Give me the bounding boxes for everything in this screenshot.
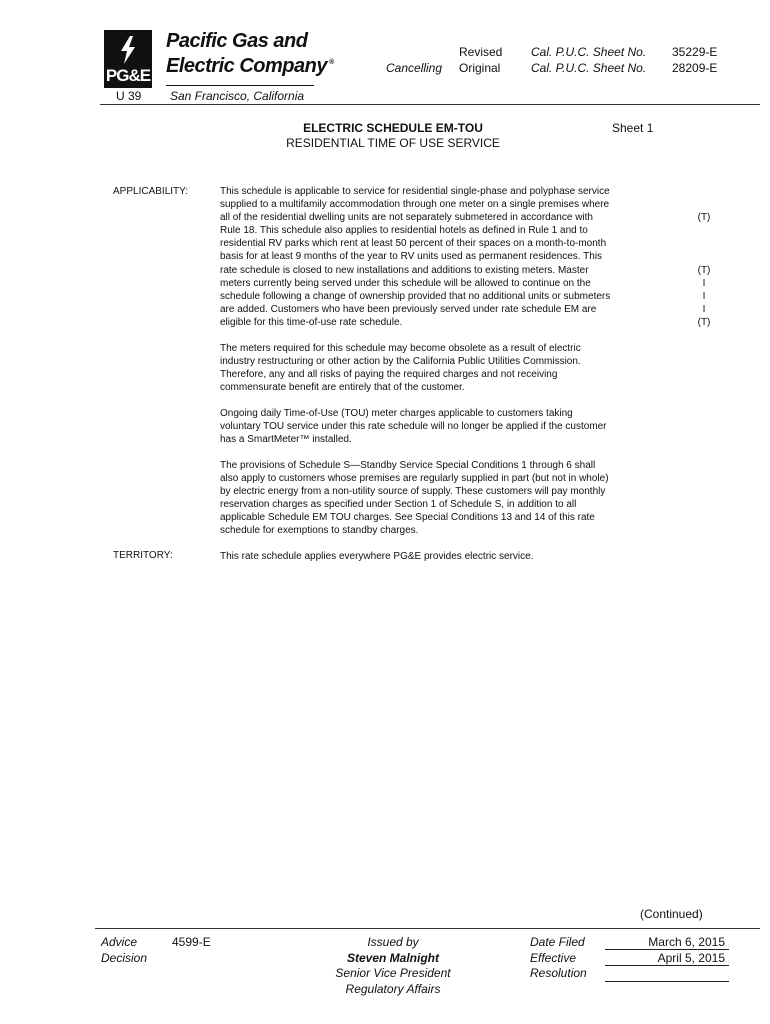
paragraph-line: also apply to customers whose premises are regularly supplied in part (but not in whole) — [220, 473, 609, 485]
sheet-label-1: Cal. P.U.C. Sheet No. — [531, 45, 647, 59]
revision-mark: I — [702, 277, 706, 289]
date-filed-value: March 6, 2015 — [648, 935, 725, 949]
cancelling-label: Cancelling — [386, 61, 443, 75]
logo-mark-text: PG&E — [105, 66, 151, 85]
issuer-name: Steven Malnight — [346, 950, 439, 965]
paragraph-line: meters currently being served under this schedule will be allowed to continue on the — [220, 277, 591, 289]
logo-underline — [166, 85, 314, 86]
company-name-line2: Electric Company — [166, 55, 327, 77]
paragraph-line: voluntary TOU service under this rate schedule will no longer be applied if the customer — [220, 421, 607, 433]
paragraph-line: Rule 18. This schedule also applies to residential hotels as defined in Rule 1 and to — [220, 225, 588, 237]
revision-mark: (T) — [697, 212, 711, 224]
paragraph-line: residential RV parks which rent at least 50 percent of their spaces on a month-to-month — [220, 238, 607, 250]
utility-id: U 39 — [116, 89, 142, 103]
applicability-label: APPLICABILITY: — [113, 186, 189, 197]
paragraph-line: all of the residential dwelling units are not separately submetered in accordance with — [220, 212, 593, 224]
revision-mark — [696, 198, 712, 211]
advice-number: 4599-E — [172, 935, 211, 949]
paragraph-line: Ongoing daily Time-of-Use (TOU) meter charges applicable to customers taking — [220, 408, 573, 419]
tou-meter-charges-paragraph — [220, 407, 665, 446]
paragraph-line: supplied to a multifamily accommodation through one meter on a single premises where — [220, 199, 610, 211]
revision-mark: I — [702, 303, 706, 315]
company-name — [166, 30, 334, 77]
resolution-label: Resolution — [530, 966, 587, 980]
paragraph-line: reservation charges as specified under Section 1 of Schedule S, in addition to all — [220, 499, 577, 511]
pge-logo-mark — [104, 30, 152, 88]
original-label: Original — [459, 61, 501, 75]
paragraph-line: Therefore, any and all risks of paying the required charges and not receiving — [220, 369, 558, 381]
issued-by-label: Issued by — [367, 935, 419, 949]
standby-service-paragraph — [220, 459, 665, 538]
decision-label: Decision — [101, 951, 148, 965]
issuer-title: Senior Vice President — [335, 966, 451, 980]
revision-mark: (T) — [697, 264, 711, 276]
title-block — [230, 121, 556, 151]
paragraph-line: This schedule is applicable to service for residential single-phase and polyphase service — [220, 186, 610, 197]
date-filed-label: Date Filed — [530, 935, 585, 949]
issuer-block — [318, 935, 468, 997]
effective-label: Effective — [530, 951, 577, 965]
territory-text: This rate schedule applies everywhere PG&E provides electric service. — [220, 551, 534, 562]
paragraph-line: has a SmartMeter™ installed. — [220, 434, 352, 446]
header-rule — [100, 104, 760, 105]
revision-mark — [696, 224, 712, 237]
paragraph-line: basis for at least 9 months of the year to RV units used as permanent residences. This — [220, 251, 603, 263]
date-filed-underline — [605, 949, 729, 950]
sheet-no-1: 35229-E — [672, 45, 718, 59]
company-name-line1: Pacific Gas and — [166, 30, 308, 52]
paragraph-line: The provisions of Schedule S—Standby Service Special Conditions 1 through 6 shall — [220, 460, 596, 471]
paragraph-line: rate schedule is closed to new installations and additions to existing meters. Master — [220, 264, 589, 276]
revision-mark — [696, 185, 712, 198]
revision-mark — [696, 237, 712, 250]
effective-value: April 5, 2015 — [657, 951, 725, 965]
paragraph-line: eligible for this time-of-use rate schedule. — [220, 316, 403, 328]
registered-mark: ® — [328, 59, 334, 66]
revised-label: Revised — [459, 45, 503, 59]
paragraph-line: applicable Schedule EM TOU charges. See Special Conditions 13 and 14 of this rate — [220, 512, 595, 524]
effective-underline — [605, 965, 729, 966]
paragraph-line: The meters required for this schedule may become obsolete as a result of electric — [220, 343, 581, 354]
paragraph-line: commensurate benefit are entirely that of the customer. — [220, 382, 465, 394]
sheet-number: Sheet 1 — [612, 121, 654, 135]
paragraph-line: schedule for exemptions to standby charges. — [220, 525, 419, 537]
footer-rule — [95, 928, 760, 929]
paragraph-line: by electric energy from a non-utility source of supply. These customers will pay monthly — [220, 486, 606, 498]
revision-mark: (T) — [697, 316, 711, 328]
resolution-underline — [605, 981, 729, 982]
paragraph-line: schedule following a change of ownership provided that no additional units or submeters — [220, 290, 611, 302]
continued-label: (Continued) — [640, 907, 703, 921]
advice-label: Advice — [101, 935, 138, 949]
sheet-label-2: Cal. P.U.C. Sheet No. — [531, 61, 647, 75]
applicability-paragraph — [220, 185, 665, 329]
paragraph-line: are added. Customers who have been previously served under rate schedule EM are — [220, 303, 597, 315]
city: San Francisco, California — [170, 89, 305, 103]
revision-mark — [696, 250, 712, 263]
sheet-no-2: 28209-E — [672, 61, 718, 75]
obsolete-meters-paragraph — [220, 342, 665, 394]
revision-mark: I — [702, 290, 706, 302]
issuer-department: Regulatory Affairs — [345, 981, 441, 996]
schedule-subtitle: RESIDENTIAL TIME OF USE SERVICE — [286, 136, 500, 150]
revision-marks — [696, 185, 712, 329]
lightning-bolt-icon — [118, 36, 138, 64]
paragraph-line: industry restructuring or other action by the California Public Utilities Commission. — [220, 356, 581, 368]
schedule-title: ELECTRIC SCHEDULE EM-TOU — [303, 121, 483, 135]
territory-label: TERRITORY: — [113, 550, 173, 561]
